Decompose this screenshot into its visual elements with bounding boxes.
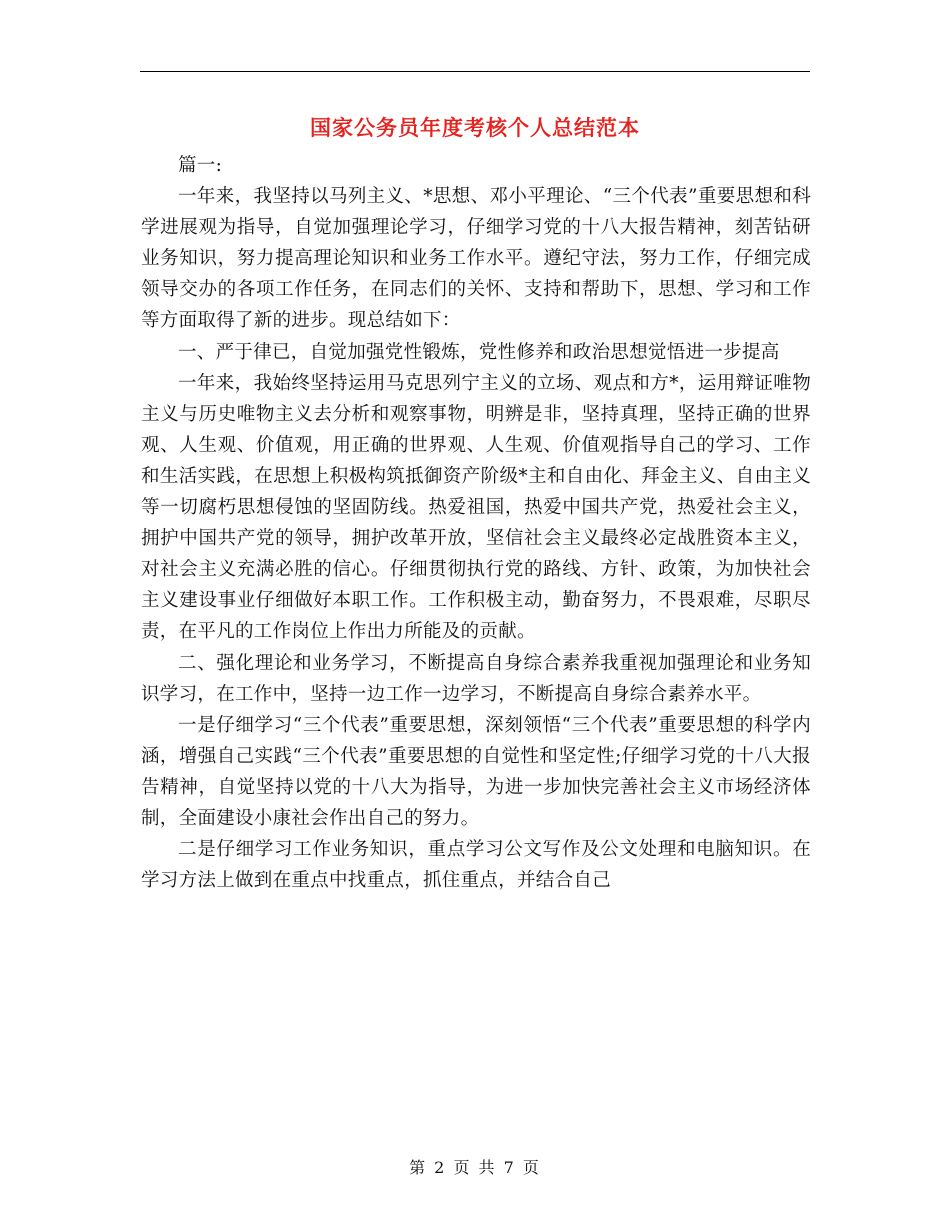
paragraph-body-1: 一年来，我始终坚持运用马克思列宁主义的立场、观点和方*，运用辩证唯物主义与历史唯物主义去分析和观察事物，明辨是非，坚持真理，坚持正确的世界观、人生观、价值观，用正确的世界观、人生观、价值观指导自己的学习、工作和生活实践，在思想上积极构筑抵御资产阶级*主和自由化、拜金主义、自由主义等一切腐朽思想侵蚀的坚固防线。热爱祖国，热爱中国共产党，热爱社会主义，拥护中国共产党的领导，拥护改革开放，坚信社会主义最终必定战胜资本主义，对社会主义充满必胜的信心。仔细贯彻执行党的路线、方针、政策，为加快社会主义建设事业仔细做好本职工作。工作积极主动，勤奋努力，不畏艰难，尽职尽责，在平凡的工作岗位上作出力所能及的贡献。 [141,372,811,643]
paragraph-point-2: 二是仔细学习工作业务知识，重点学习公文写作及公文处理和电脑知识。在学习方法上做到在重点中找重点，抓住重点，并结合自己 [141,839,811,892]
paragraph-heading-1: 一、严于律已，自觉加强党性锻炼，党性修养和政治思想觉悟进一步提高 [178,341,780,363]
paragraph-point-1: 一是仔细学习“三个代表”重要思想，深刻领悟“三个代表”重要思想的科学内涵，增强自己实践“三个代表”重要思想的自觉性和坚定性;仔细学习党的十八大报告精神，自觉坚持以党的十八大为指导，为进一步加快完善社会主义市场经济体制，全面建设小康社会作出自己的努力。 [141,714,811,829]
paragraph-intro: 一年来，我坚持以马列主义、*思想、邓小平理论、“三个代表”重要思想和科学进展观为指导，自觉加强理论学习，仔细学习党的十八大报告精神，刻苦钻研业务知识，努力提高理论知识和业务工作水平。遵纪守法，努力工作，仔细完成领导交办的各项工作任务，在同志们的关怀、支持和帮助下，思想、学习和工作等方面取得了新的进步。现总结如下： [141,186,811,332]
header-rule [140,71,810,72]
document-body [141,150,811,896]
paragraph-heading-2: 二、强化理论和业务学习，不断提高自身综合素养我重视加强理论和业务知识学习，在工作中，坚持一边工作一边学习，不断提高自身综合素养水平。 [141,652,811,705]
document-title: 国家公务员年度考核个人总结范本 [310,115,640,140]
paragraph-section-heading: 篇一: [178,155,223,176]
page-number: 第 2 页 共 7 页 [409,1158,541,1177]
